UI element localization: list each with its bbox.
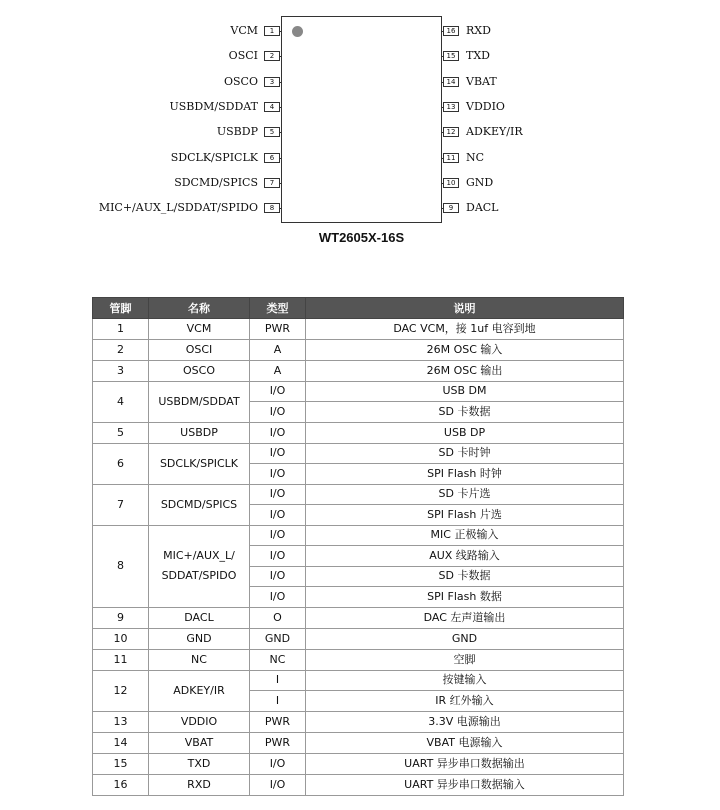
pin-label-7: SDCMD/SPICS: [174, 175, 258, 189]
cell-pin-type: I/O: [250, 505, 306, 526]
cell-pin-type: I/O: [250, 753, 306, 774]
cell-pin-name: GND: [149, 628, 250, 649]
cell-pin-name: SDCMD/SPICS: [149, 484, 250, 525]
cell-pin-number: 14: [93, 732, 149, 753]
header-name: 名称: [149, 298, 250, 319]
cell-pin-name: NC: [149, 649, 250, 670]
cell-pin-description: 按键输入: [306, 670, 624, 691]
cell-pin-name: USBDM/SDDAT: [149, 381, 250, 422]
pin-lead: [280, 158, 282, 159]
cell-pin-name: VBAT: [149, 732, 250, 753]
cell-pin-description: SPI Flash 数据: [306, 587, 624, 608]
cell-pin-number: 3: [93, 360, 149, 381]
cell-pin-number: 8: [93, 525, 149, 607]
pin-lead: [442, 31, 444, 32]
cell-pin-type: I/O: [250, 566, 306, 587]
cell-pin-type: I/O: [250, 381, 306, 402]
chip-pinout-diagram: [0, 0, 720, 255]
table-row: [93, 774, 624, 795]
cell-pin-type: PWR: [250, 318, 306, 339]
pin-label-2: OSCI: [228, 49, 258, 63]
table-row: [93, 607, 624, 628]
pin-label-9: DACL: [466, 201, 499, 215]
pin-lead: [280, 82, 282, 83]
cell-pin-number: 15: [93, 753, 149, 774]
cell-pin-type: I: [250, 691, 306, 712]
pin-number-14: 14: [443, 77, 459, 87]
pin-number-2: 2: [264, 51, 280, 61]
cell-pin-description: SD 卡片选: [306, 484, 624, 505]
cell-pin-number: 6: [93, 443, 149, 484]
cell-pin-type: I/O: [250, 587, 306, 608]
pin-lead: [442, 183, 444, 184]
cell-pin-description: 26M OSC 输出: [306, 360, 624, 381]
pin-label-8: MIC+/AUX_L/SDDAT/SPIDO: [98, 201, 258, 215]
pin-label-10: GND: [466, 175, 494, 189]
cell-pin-type: I/O: [250, 464, 306, 485]
table-row: [93, 318, 624, 339]
chip-name-label: WT2605X-16S: [318, 230, 405, 245]
table-row: [93, 339, 624, 360]
cell-pin-number: 11: [93, 649, 149, 670]
cell-pin-description: UART 异步串口数据输入: [306, 774, 624, 795]
cell-pin-type: A: [250, 339, 306, 360]
cell-pin-number: 1: [93, 318, 149, 339]
pin-lead: [442, 132, 444, 133]
pin-number-8: 8: [264, 203, 280, 213]
cell-pin-description: DAC 左声道输出: [306, 607, 624, 628]
pin-lead: [280, 132, 282, 133]
table-row: [93, 381, 624, 402]
table-row: [93, 628, 624, 649]
pin-label-3: OSCO: [224, 74, 258, 88]
pin-number-12: 12: [443, 127, 459, 137]
pin-label-14: VBAT: [466, 74, 497, 88]
pin-number-10: 10: [443, 178, 459, 188]
cell-pin-description: USB DM: [306, 381, 624, 402]
cell-pin-description: UART 异步串口数据输出: [306, 753, 624, 774]
pin-lead: [442, 56, 444, 57]
cell-pin-description: 26M OSC 输入: [306, 339, 624, 360]
pin-number-11: 11: [443, 153, 459, 163]
table-row: [93, 525, 624, 546]
pin-lead: [442, 107, 444, 108]
cell-pin-description: 3.3V 电源输出: [306, 711, 624, 732]
table-row: [93, 360, 624, 381]
cell-pin-type: GND: [250, 628, 306, 649]
pin-number-9: 9: [443, 203, 459, 213]
pin-description-table: [92, 297, 624, 796]
cell-pin-name: OSCI: [149, 339, 250, 360]
pin-label-5: USBDP: [216, 125, 258, 139]
cell-pin-type: O: [250, 607, 306, 628]
pin-label-15: TXD: [466, 49, 490, 63]
table-row: [93, 753, 624, 774]
cell-pin-name: ADKEY/IR: [149, 670, 250, 711]
pin-number-3: 3: [264, 77, 280, 87]
cell-pin-type: I/O: [250, 402, 306, 423]
header-pin: 管脚: [93, 298, 149, 319]
pin-number-7: 7: [264, 178, 280, 188]
pin-number-16: 16: [443, 26, 459, 36]
cell-pin-name: RXD: [149, 774, 250, 795]
pin-number-4: 4: [264, 102, 280, 112]
table-row: [93, 649, 624, 670]
pin-lead: [280, 208, 282, 209]
cell-pin-type: I/O: [250, 422, 306, 443]
pin-lead: [280, 31, 282, 32]
table-row: [93, 443, 624, 464]
pin-lead: [280, 183, 282, 184]
cell-pin-name: DACL: [149, 607, 250, 628]
pin-label-4: USBDM/SDDAT: [169, 99, 258, 113]
cell-pin-description: DAC VCM，接 1uf 电容到地: [306, 318, 624, 339]
pin-label-13: VDDIO: [466, 99, 505, 113]
cell-pin-description: SPI Flash 片选: [306, 505, 624, 526]
cell-pin-description: SD 卡时钟: [306, 443, 624, 464]
pin-label-16: RXD: [466, 24, 491, 37]
cell-pin-description: AUX 线路输入: [306, 546, 624, 567]
pin-lead: [442, 208, 444, 209]
cell-pin-number: 5: [93, 422, 149, 443]
pin-label-6: SDCLK/SPICLK: [170, 150, 258, 164]
cell-pin-type: I/O: [250, 546, 306, 567]
cell-pin-number: 2: [93, 339, 149, 360]
cell-pin-type: PWR: [250, 711, 306, 732]
header-description: 说明: [306, 298, 624, 319]
cell-pin-name: OSCO: [149, 360, 250, 381]
cell-pin-description: SPI Flash 时钟: [306, 464, 624, 485]
header-type: 类型: [250, 298, 306, 319]
cell-pin-number: 9: [93, 607, 149, 628]
chip-body: [281, 16, 442, 223]
cell-pin-type: I/O: [250, 525, 306, 546]
cell-pin-description: MIC 正极输入: [306, 525, 624, 546]
pin-label-11: NC: [466, 150, 485, 164]
table-body: [93, 318, 624, 795]
cell-pin-name: USBDP: [149, 422, 250, 443]
cell-pin-number: 13: [93, 711, 149, 732]
pin-number-13: 13: [443, 102, 459, 112]
cell-pin-description: USB DP: [306, 422, 624, 443]
cell-pin-description: IR 红外输入: [306, 691, 624, 712]
cell-pin-type: A: [250, 360, 306, 381]
table-row: [93, 670, 624, 691]
cell-pin-name: VDDIO: [149, 711, 250, 732]
pin-lead: [280, 56, 282, 57]
cell-pin-name: TXD: [149, 753, 250, 774]
cell-pin-type: I/O: [250, 484, 306, 505]
pin-number-5: 5: [264, 127, 280, 137]
cell-pin-description: SD 卡数据: [306, 402, 624, 423]
pin-lead: [442, 82, 444, 83]
table-row: [93, 732, 624, 753]
cell-pin-description: 空脚: [306, 649, 624, 670]
pin1-marker-dot: [292, 26, 303, 37]
table-row: [93, 711, 624, 732]
table-header-row: [93, 298, 624, 319]
cell-pin-number: 4: [93, 381, 149, 422]
pin-lead: [442, 158, 444, 159]
cell-pin-description: GND: [306, 628, 624, 649]
cell-pin-description: SD 卡数据: [306, 566, 624, 587]
cell-pin-type: NC: [250, 649, 306, 670]
cell-pin-name: SDCLK/SPICLK: [149, 443, 250, 484]
pin-label-1: VCM: [230, 24, 258, 37]
pin-number-15: 15: [443, 51, 459, 61]
cell-pin-type: I/O: [250, 774, 306, 795]
cell-pin-name: VCM: [149, 318, 250, 339]
cell-pin-type: I/O: [250, 443, 306, 464]
cell-pin-number: 12: [93, 670, 149, 711]
cell-pin-number: 16: [93, 774, 149, 795]
pin-number-1: 1: [264, 26, 280, 36]
pin-lead: [280, 107, 282, 108]
cell-pin-type: I: [250, 670, 306, 691]
cell-pin-description: VBAT 电源输入: [306, 732, 624, 753]
cell-pin-number: 10: [93, 628, 149, 649]
table-row: [93, 484, 624, 505]
cell-pin-number: 7: [93, 484, 149, 525]
pin-label-12: ADKEY/IR: [466, 125, 523, 139]
pin-number-6: 6: [264, 153, 280, 163]
cell-pin-name: MIC+/AUX_L/ SDDAT/SPIDO: [149, 525, 250, 607]
cell-pin-type: PWR: [250, 732, 306, 753]
table-row: [93, 422, 624, 443]
